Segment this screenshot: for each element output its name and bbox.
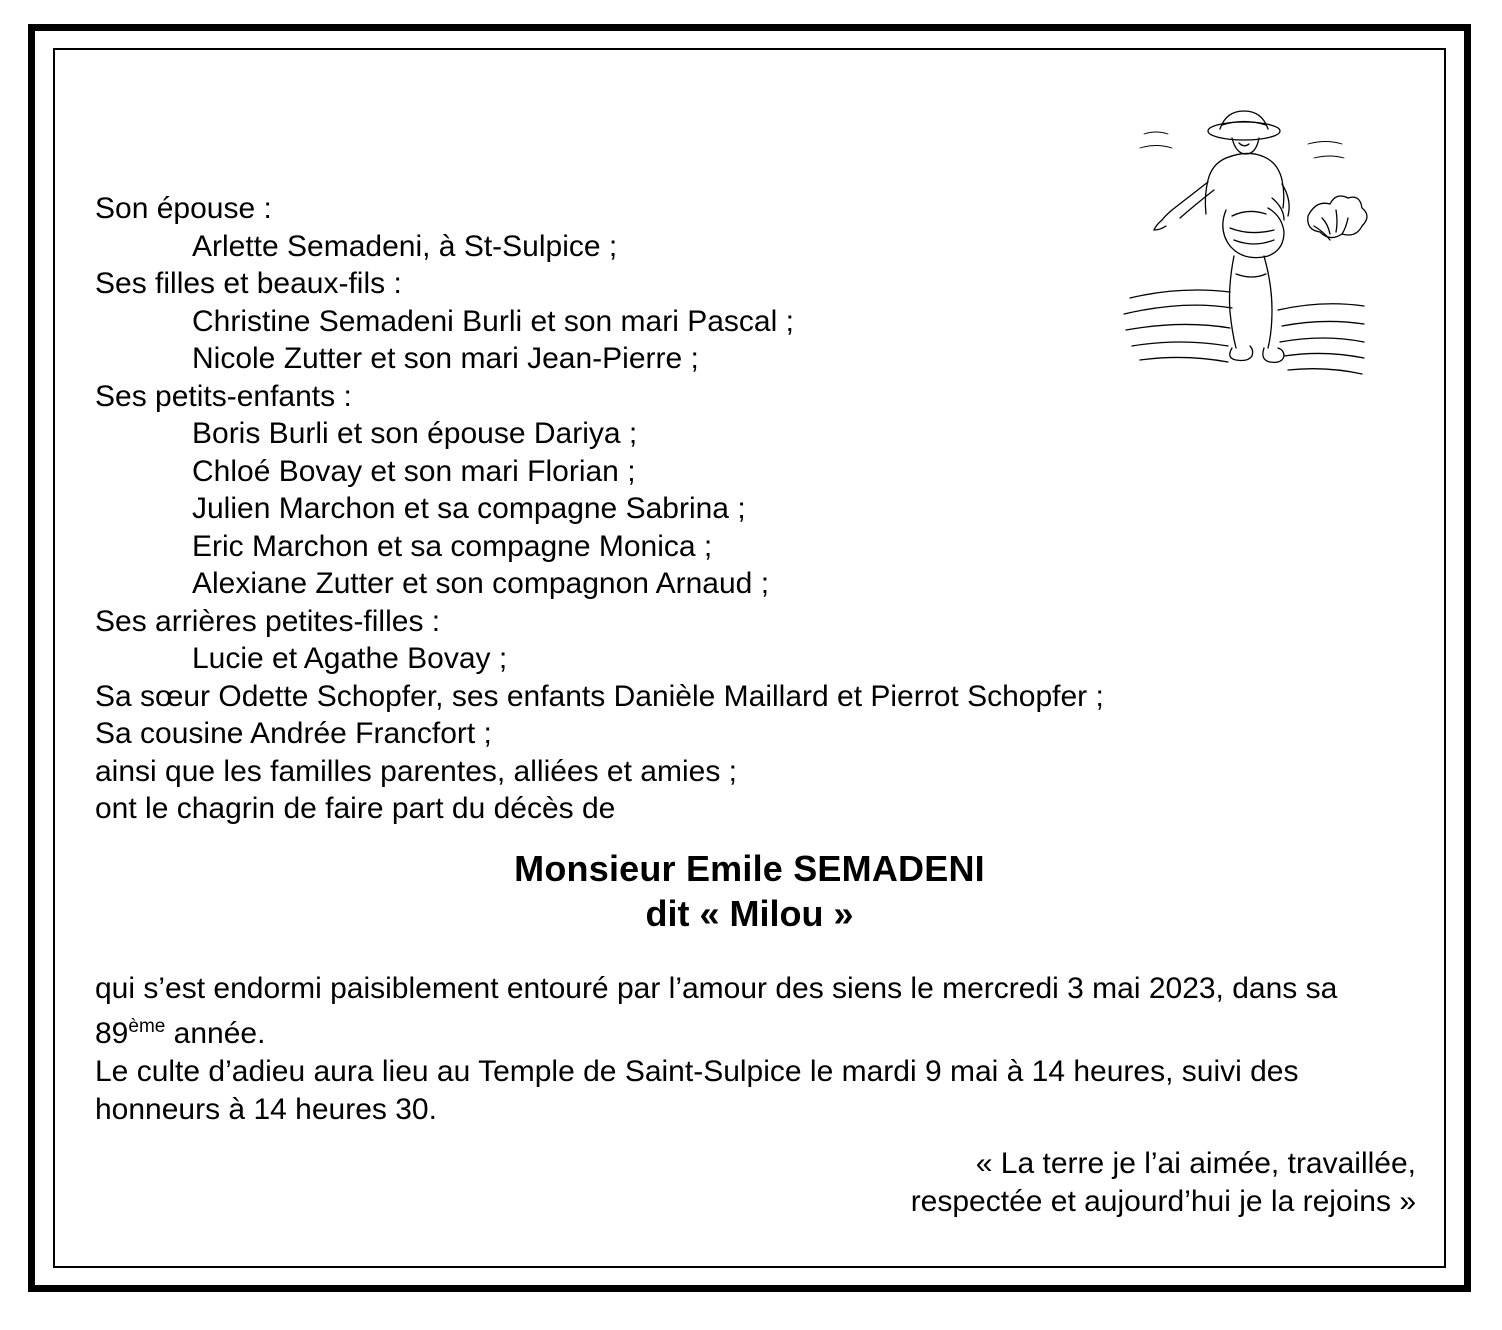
announcement-body: [95, 970, 1430, 1129]
list-item: Nicole Zutter et son mari Jean-Pierre ;: [192, 342, 699, 375]
list-item: Boris Burli et son épouse Dariya ;: [192, 417, 638, 450]
list-item: Arlette Semadeni, à St-Sulpice ;: [192, 229, 618, 263]
quote-line-2: respectée et aujourd’hui je la rejoins »: [910, 1185, 1416, 1218]
deceased-name-block: [55, 846, 1444, 936]
epitaph-quote: [516, 1145, 1416, 1221]
quote-line-1: « La terre je l’ai aimée, travaillée,: [975, 1147, 1416, 1180]
family-list: [95, 190, 1285, 828]
passing-text: qui s’est endormi paisiblement entouré par l’amour des siens le mercredi 3 mai 2023, dans sa: [95, 972, 1338, 1005]
deceased-nickname: dit « Milou »: [645, 893, 854, 934]
age-number: 89: [95, 1017, 129, 1050]
list-item: Chloé Bovay et son mari Florian ;: [192, 454, 636, 488]
notice-inner-border: [53, 48, 1446, 1268]
list-item: Ses arrières petites-filles :: [95, 604, 441, 638]
passing-paragraph: [95, 970, 1430, 1053]
list-item: Eric Marchon et sa compagne Monica ;: [192, 529, 713, 563]
list-item: ainsi que les familles parentes, alliées et amies ;: [95, 754, 737, 788]
death-notice-card: [28, 24, 1471, 1292]
list-item: Ses filles et beaux-fils :: [95, 267, 402, 300]
list-item: Christine Semadeni Burli et son mari Pascal ;: [192, 304, 794, 338]
list-item: Son épouse :: [95, 192, 272, 225]
list-item: Julien Marchon et sa compagne Sabrina ;: [192, 492, 746, 525]
deceased-name: Monsieur Emile SEMADENI: [514, 848, 985, 889]
list-item: Alexiane Zutter et son compagnon Arnaud ;: [192, 567, 770, 600]
list-item: Lucie et Agathe Bovay ;: [192, 642, 508, 675]
list-item: Sa cousine Andrée Francfort ;: [95, 717, 492, 750]
age-suffix: ème: [128, 1016, 166, 1037]
ceremony-paragraph: Le culte d’adieu aura lieu au Temple de Saint-Sulpice le mardi 9 mai à 14 heures, suivi des honneurs à 14 heures 30.: [95, 1055, 1299, 1126]
list-item: ont le chagrin de faire part du décès de: [95, 792, 616, 825]
list-item: Ses petits-enfants :: [95, 379, 352, 413]
age-word: année.: [165, 1017, 266, 1050]
notice-content: [55, 50, 1444, 1266]
list-item: Sa sœur Odette Schopfer, ses enfants Danièle Maillard et Pierrot Schopfer ;: [95, 679, 1104, 713]
